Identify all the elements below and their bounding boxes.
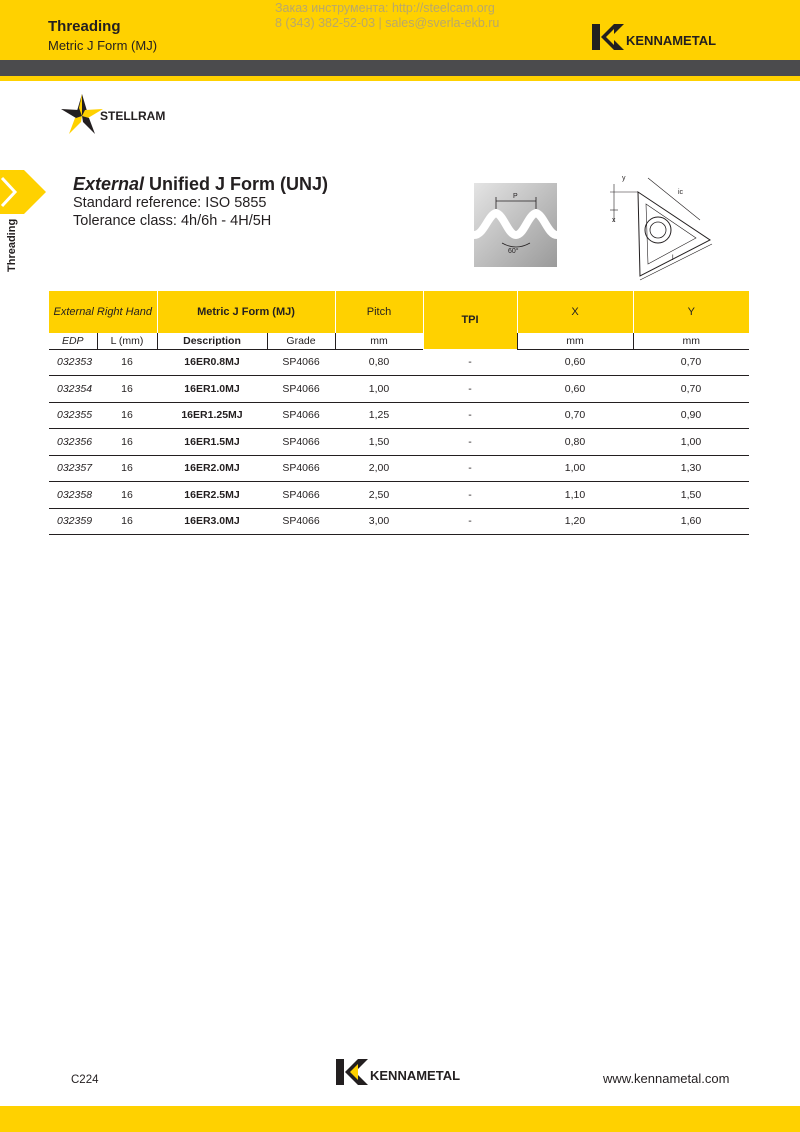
cell-tpi: -	[423, 429, 517, 456]
order-link[interactable]: Заказ инструмента: http://steelcam.org	[275, 1, 495, 15]
page-title: Threading	[48, 18, 121, 35]
cell-y: 1,30	[633, 455, 749, 482]
cell-y: 0,70	[633, 349, 749, 376]
page-code: C224	[71, 1074, 99, 1086]
insert-label-l: l	[672, 255, 674, 262]
section-title	[73, 174, 328, 195]
cell-tpi: -	[423, 482, 517, 509]
cell-edp: 032358	[49, 482, 97, 509]
cell-grade: SP4066	[267, 455, 335, 482]
table-group-header	[49, 291, 749, 333]
angle-label: 60°	[508, 248, 519, 255]
pitch-label: P	[513, 193, 518, 200]
insert-label-x: x	[612, 217, 616, 224]
footer-logo-text: KENNAMETAL	[370, 1068, 461, 1083]
table-row	[49, 402, 749, 429]
header-hand: External Right Hand	[49, 291, 157, 333]
footer-bar	[0, 1106, 800, 1132]
cell-grade: SP4066	[267, 429, 335, 456]
table-row	[49, 349, 749, 376]
cell-grade: SP4066	[267, 402, 335, 429]
col-x-unit: mm	[517, 333, 633, 349]
table-row	[49, 429, 749, 456]
cell-y: 1,50	[633, 482, 749, 509]
cell-pitch: 2,50	[335, 482, 423, 509]
kennametal-logo	[592, 23, 732, 51]
cell-pitch: 3,00	[335, 508, 423, 535]
cell-pitch: 1,25	[335, 402, 423, 429]
side-tab-marker	[0, 170, 46, 214]
insert-label-y: y	[622, 175, 626, 182]
cell-x: 0,60	[517, 349, 633, 376]
cell-desc: 16ER3.0MJ	[157, 508, 267, 535]
section-title-italic: External	[73, 174, 145, 194]
cell-x: 1,00	[517, 455, 633, 482]
cell-x: 1,20	[517, 508, 633, 535]
cell-l: 16	[97, 482, 157, 509]
col-edp: EDP	[49, 333, 97, 349]
footer-url[interactable]: www.kennametal.com	[603, 1071, 730, 1086]
cell-l: 16	[97, 376, 157, 403]
stellram-logo	[60, 92, 200, 142]
cell-x: 1,10	[517, 482, 633, 509]
footer-kennametal-logo	[336, 1058, 472, 1086]
cell-edp: 032359	[49, 508, 97, 535]
cell-pitch: 1,00	[335, 376, 423, 403]
cell-edp: 032355	[49, 402, 97, 429]
cell-grade: SP4066	[267, 482, 335, 509]
table-column-header	[49, 333, 749, 349]
cell-tpi: -	[423, 455, 517, 482]
header-form: Metric J Form (MJ)	[157, 291, 335, 333]
product-table	[49, 291, 749, 535]
table-row	[49, 376, 749, 403]
cell-grade: SP4066	[267, 376, 335, 403]
side-section-label: Threading	[6, 218, 18, 272]
col-desc: Description	[157, 333, 267, 349]
cell-edp: 032353	[49, 349, 97, 376]
header-tpi: TPI	[423, 291, 517, 349]
cell-edp: 032357	[49, 455, 97, 482]
cell-grade: SP4066	[267, 508, 335, 535]
cell-l: 16	[97, 429, 157, 456]
cell-x: 0,60	[517, 376, 633, 403]
cell-desc: 16ER1.5MJ	[157, 429, 267, 456]
insert-drawing	[600, 170, 716, 282]
col-grade: Grade	[267, 333, 335, 349]
order-contact[interactable]: 8 (343) 382-52-03 | sales@sverla-ekb.ru	[275, 16, 500, 30]
cell-desc: 16ER0.8MJ	[157, 349, 267, 376]
cell-pitch: 1,50	[335, 429, 423, 456]
cell-edp: 032354	[49, 376, 97, 403]
cell-grade: SP4066	[267, 349, 335, 376]
cell-pitch: 0,80	[335, 349, 423, 376]
thread-profile-figure	[474, 183, 557, 267]
col-l: L (mm)	[97, 333, 157, 349]
cell-tpi: -	[423, 508, 517, 535]
col-y-unit: mm	[633, 333, 749, 349]
cell-pitch: 2,00	[335, 455, 423, 482]
page-subtitle: Metric J Form (MJ)	[48, 38, 158, 53]
cell-desc: 16ER1.25MJ	[157, 402, 267, 429]
order-info	[275, 1, 499, 31]
header-dark-band	[0, 60, 800, 76]
standard-reference: Standard reference: ISO 5855	[73, 195, 267, 211]
insert-label-ic: ic	[678, 189, 684, 196]
cell-l: 16	[97, 402, 157, 429]
cell-desc: 16ER2.5MJ	[157, 482, 267, 509]
tolerance-class: Tolerance class: 4h/6h - 4H/5H	[73, 213, 272, 229]
cell-x: 0,80	[517, 429, 633, 456]
header-y: Y	[633, 291, 749, 333]
cell-edp: 032356	[49, 429, 97, 456]
cell-x: 0,70	[517, 402, 633, 429]
stellram-logo-text: STELLRAM	[100, 109, 166, 123]
kennametal-logo-text: KENNAMETAL	[626, 33, 717, 48]
header-pitch: Pitch	[335, 291, 423, 333]
cell-desc: 16ER1.0MJ	[157, 376, 267, 403]
cell-y: 0,90	[633, 402, 749, 429]
cell-l: 16	[97, 455, 157, 482]
cell-l: 16	[97, 349, 157, 376]
cell-y: 0,70	[633, 376, 749, 403]
cell-tpi: -	[423, 349, 517, 376]
header-x: X	[517, 291, 633, 333]
cell-tpi: -	[423, 402, 517, 429]
table-row	[49, 482, 749, 509]
section-title-rest: Unified J Form (UNJ)	[144, 174, 329, 194]
cell-desc: 16ER2.0MJ	[157, 455, 267, 482]
table-row	[49, 508, 749, 535]
col-pitch-unit: mm	[335, 333, 423, 349]
header-yellow-line	[0, 76, 800, 81]
table-row	[49, 455, 749, 482]
cell-tpi: -	[423, 376, 517, 403]
cell-l: 16	[97, 508, 157, 535]
cell-y: 1,00	[633, 429, 749, 456]
cell-y: 1,60	[633, 508, 749, 535]
